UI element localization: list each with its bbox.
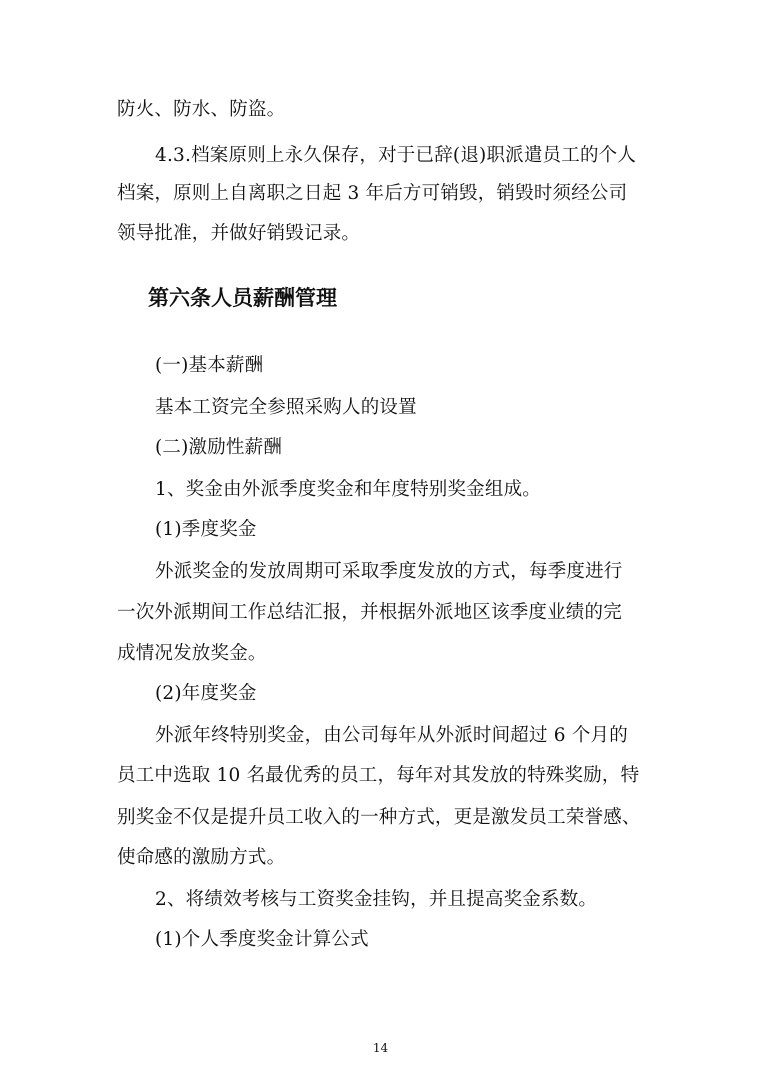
text-line: 2、将绩效考核与工资奖金挂钩，并且提高奖金系数。 bbox=[155, 889, 598, 910]
text-line: 防火、防水、防盗。 bbox=[117, 99, 286, 120]
subsection-label: (二)激励性薪酬 bbox=[155, 437, 283, 458]
subsection-label: (2)年度奖金 bbox=[155, 683, 257, 704]
text-line: 外派奖金的发放周期可采取季度发放的方式，每季度进行 bbox=[155, 561, 623, 582]
text-line: 外派年终特别奖金，由公司每年从外派时间超过 6 个月的 bbox=[155, 725, 628, 746]
text-line: 档案，原则上自离职之日起 3 年后方可销毁，销毁时须经公司 bbox=[117, 183, 628, 204]
subsection-label: (1)个人季度奖金计算公式 bbox=[155, 929, 369, 950]
section-heading: 第六条人员薪酬管理 bbox=[148, 286, 337, 310]
text-line: 使命感的激励方式。 bbox=[117, 847, 286, 868]
text-line: 员工中选取 10 名最优秀的员工，每年对其发放的特殊奖励，特 bbox=[117, 765, 640, 786]
text-line: 成情况发放奖金。 bbox=[117, 643, 267, 664]
text-line: 别奖金不仅是提升员工收入的一种方式，更是激发员工荣誉感、 bbox=[117, 807, 641, 828]
page-number: 14 bbox=[372, 1041, 389, 1055]
subsection-label: (1)季度奖金 bbox=[155, 519, 257, 540]
text-line: 基本工资完全参照采购人的设置 bbox=[155, 397, 417, 418]
text-line: 一次外派期间工作总结汇报，并根据外派地区该季度业绩的完 bbox=[117, 602, 622, 623]
text-line: 领导批准，并做好销毁记录。 bbox=[117, 223, 361, 244]
text-line: 4.3.档案原则上永久保存，对于已辞(退)职派遣员工的个人 bbox=[155, 145, 637, 166]
subsection-label: (一)基本薪酬 bbox=[155, 355, 264, 376]
text-line: 1、奖金由外派季度奖金和年度特别奖金组成。 bbox=[155, 479, 541, 500]
